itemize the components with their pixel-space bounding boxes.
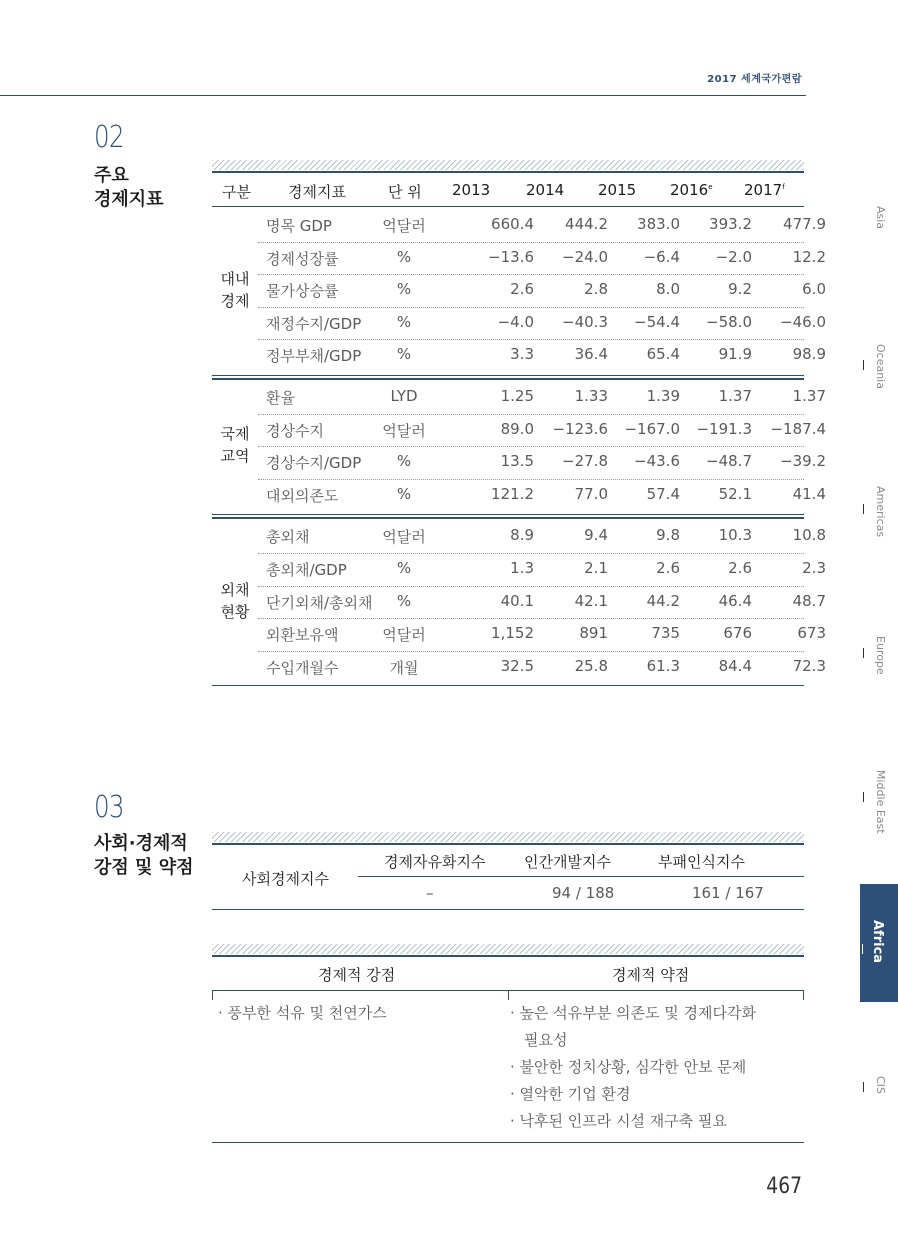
value-cell: 2.6 [510,280,534,299]
value-cell: 9.2 [728,280,752,299]
unit-cell: 억달러 [382,421,426,440]
header-sup: f [782,183,785,191]
value-cell: 10.8 [792,526,826,545]
unit-cell: LYD [390,387,418,405]
value-cell: −187.4 [770,419,826,438]
group-label-line: 국제 [220,425,250,444]
value-cell: 1.33 [574,387,608,405]
indicator-cell: 명목 GDP [266,217,332,235]
section-title-line: 주요 [94,165,129,186]
unit-cell: 억달러 [382,528,426,547]
value-cell: 1.37 [718,387,752,405]
table-top-rule [212,843,804,845]
indicator-cell: 경상수지/GDP [266,454,362,473]
value-cell: 1.25 [500,387,534,405]
row-label: 사회경제지수 [242,870,329,888]
row-divider [258,274,804,275]
value-cell: −46.0 [780,312,826,331]
value-cell: 12.2 [792,247,826,266]
value-cell: 2.1 [584,559,608,577]
hatch-bar [212,832,804,842]
socioeconomic-index-table [212,832,804,914]
header-sup: e [708,183,713,191]
group-label-line: 현황 [220,602,250,621]
group-label-line: 대내 [220,269,250,288]
tab-tick [863,1082,864,1092]
running-header: 2017 세계국가편람 [707,74,802,85]
value-cell: 660.4 [491,215,534,233]
group-separator [212,378,804,380]
value-cell: −13.6 [488,247,534,266]
value-cell: 13.5 [500,452,534,471]
row-divider [258,553,804,554]
value-cell: 44.2 [646,591,680,610]
header-cell: 경제지표 [288,183,346,201]
value-cell: −39.2 [780,452,826,471]
value-cell: 84.4 [718,656,752,675]
unit-cell: % [396,345,412,364]
unit-cell: % [396,280,412,299]
value-cell: 1.3 [510,559,534,577]
row-divider [258,339,804,340]
value-cell: 2.6 [656,559,680,577]
indicator-cell: 단기외채/총외채 [266,593,373,612]
indicator-cell: 환율 [266,389,295,407]
side-tab-label: Africa [870,920,885,964]
tab-tick [863,648,864,658]
indicator-cell: 총외채/GDP [266,561,347,579]
unit-cell: 개월 [389,658,419,677]
value-cell: 1.37 [792,387,826,405]
value-cell: 98.9 [792,345,826,364]
table-top-rule [212,955,804,957]
value-cell: 383.0 [637,215,680,233]
value-cell: 91.9 [718,345,752,364]
value-cell: 891 [579,624,608,643]
value-cell: −27.8 [562,452,608,471]
value-cell: 444.2 [565,215,608,233]
value-cell: 735 [651,624,680,643]
unit-cell: % [396,559,412,577]
tab-tick [863,504,864,514]
side-tab-label: Asia [874,206,887,230]
header-cell [670,181,713,199]
strengths-header: 경제적 강점 [318,966,396,984]
page-number: 467 [766,1174,802,1199]
group-separator [212,514,804,515]
section-title-line: 강점 및 약점 [94,857,194,878]
side-tab-label: Middle East [874,770,887,834]
value-cell: 9.4 [584,526,608,545]
value-cell: 676 [723,624,752,643]
group-label-line: 교역 [220,447,250,466]
indicator-cell: 경제성장률 [266,249,339,268]
unit-cell: 억달러 [382,217,426,235]
weakness-item: · 불안한 정치상황, 심각한 안보 문제 [510,1058,747,1076]
header-year: 2017 [744,181,783,199]
header-cell: 2015 [598,181,637,199]
value-cell: 89.0 [500,419,534,438]
row-divider [258,479,804,480]
section-title [94,164,164,212]
header-cell: 2014 [526,181,565,199]
column-tick [212,990,213,1000]
group-label [212,268,258,312]
value-cell: 10.3 [718,526,752,545]
value-cell: 3.3 [510,345,534,364]
value-cell: 8.0 [656,280,680,299]
value-cell: – [426,884,434,902]
table-header-row [212,174,804,204]
header-cell: 단 위 [388,183,422,201]
header-cell: 구분 [222,183,251,201]
row-divider [258,651,804,652]
value-cell: 393.2 [709,215,752,233]
value-cell: 77.0 [574,484,608,503]
value-cell: 6.0 [802,280,826,299]
value-cell: 48.7 [792,591,826,610]
header-cell [744,181,785,199]
group-separator [212,375,804,376]
unit-cell: % [396,484,412,503]
value-cell: 477.9 [783,215,826,233]
side-tab-label: Oceania [874,344,887,389]
weakness-item: · 낙후된 인프라 시설 재구축 필요 [510,1112,727,1130]
value-cell: −40.3 [562,312,608,331]
strength-item: · 풍부한 석유 및 천연가스 [218,1004,387,1022]
tab-tick [862,944,863,954]
group-separator [212,685,804,686]
side-tab-label: CIS [874,1076,887,1094]
indicator-cell: 총외채 [266,528,310,547]
row-divider [258,307,804,308]
value-cell: 1,152 [491,624,534,643]
header-cell: 인간개발지수 [524,853,611,871]
value-cell: 25.8 [574,656,608,675]
indicator-cell: 외환보유액 [266,626,339,645]
value-cell: 40.1 [500,591,534,610]
header-bottom-rule [212,206,804,207]
value-cell: 121.2 [491,484,534,503]
value-cell: 46.4 [718,591,752,610]
section-number: 03 [94,790,124,825]
section-title-line: 경제지표 [94,189,164,210]
value-cell: 161 / 167 [692,884,764,902]
section-title-line: 사회·경제적 [94,833,188,854]
section-number: 02 [94,120,124,155]
economic-indicators-table [212,160,826,685]
weaknesses-header: 경제적 약점 [612,966,690,984]
weakness-item: · 높은 석유부분 의존도 및 경제다각화 [510,1004,756,1022]
indicator-cell: 재정수지/GDP [266,314,362,333]
column-tick [803,990,804,1000]
row-divider [258,618,804,619]
value-cell: 36.4 [574,345,608,364]
unit-cell: % [396,452,412,471]
indicator-cell: 수입개월수 [266,658,339,677]
group-label-line: 경제 [220,291,250,310]
weakness-item: 필요성 [524,1031,568,1049]
hatch-bar [212,160,804,170]
indicator-cell: 정부부채/GDP [266,347,362,366]
indicator-cell: 대외의존도 [266,486,339,505]
group-separator [212,517,804,519]
unit-cell: % [396,247,412,266]
value-cell: 2.8 [584,280,608,299]
row-divider [258,242,804,243]
header-cell: 2013 [452,181,491,199]
value-cell: −2.0 [715,247,752,266]
header-year: 2016 [670,181,709,199]
strengths-weaknesses-table [212,944,804,1149]
value-cell: −4.0 [497,312,534,331]
indicator-cell: 물가상승률 [266,282,339,301]
indicator-cell: 경상수지 [266,421,324,440]
hatch-bar [212,944,804,954]
side-tab-africa[interactable] [860,884,898,1002]
header-cell: 부패인식지수 [658,853,745,871]
value-cell: 72.3 [792,656,826,675]
value-cell: −24.0 [562,247,608,266]
value-cell: 32.5 [500,656,534,675]
value-cell: 65.4 [646,345,680,364]
row-divider [258,446,804,447]
table-top-rule [212,171,804,173]
table-bottom-rule [212,1142,804,1143]
row-divider [258,586,804,587]
group-label [212,579,258,623]
unit-cell: % [396,591,412,610]
value-cell: −58.0 [706,312,752,331]
value-cell: −6.4 [643,247,680,266]
value-cell: 673 [797,624,826,643]
unit-cell: % [396,312,412,331]
header-bottom-rule [358,876,804,877]
value-cell: 61.3 [646,656,680,675]
value-cell: −43.6 [634,452,680,471]
row-divider [258,414,804,415]
value-cell: 41.4 [792,484,826,503]
value-cell: −191.3 [696,419,752,438]
value-cell: −48.7 [706,452,752,471]
weakness-item: · 열악한 기업 환경 [510,1085,631,1103]
group-label-line: 외채 [220,580,250,599]
section-title [94,832,193,880]
tab-tick [863,792,864,802]
header-rule [0,95,806,96]
value-cell: 8.9 [510,526,534,545]
side-tab-label: Europe [874,636,887,675]
header-cell: 경제자유화지수 [384,853,486,871]
value-cell: −54.4 [634,312,680,331]
value-cell: −167.0 [624,419,680,438]
tab-tick [863,360,864,370]
table-bottom-rule [212,909,804,910]
column-tick [508,990,509,1000]
group-label [212,423,258,467]
value-cell: 2.6 [728,559,752,577]
side-tab-label: Americas [874,486,887,538]
value-cell: 1.39 [646,387,680,405]
value-cell: −123.6 [552,419,608,438]
value-cell: 9.8 [656,526,680,545]
value-cell: 52.1 [718,484,752,503]
unit-cell: 억달러 [382,626,426,645]
value-cell: 94 / 188 [552,884,615,902]
value-cell: 57.4 [646,484,680,503]
value-cell: 42.1 [574,591,608,610]
value-cell: 2.3 [802,559,826,577]
